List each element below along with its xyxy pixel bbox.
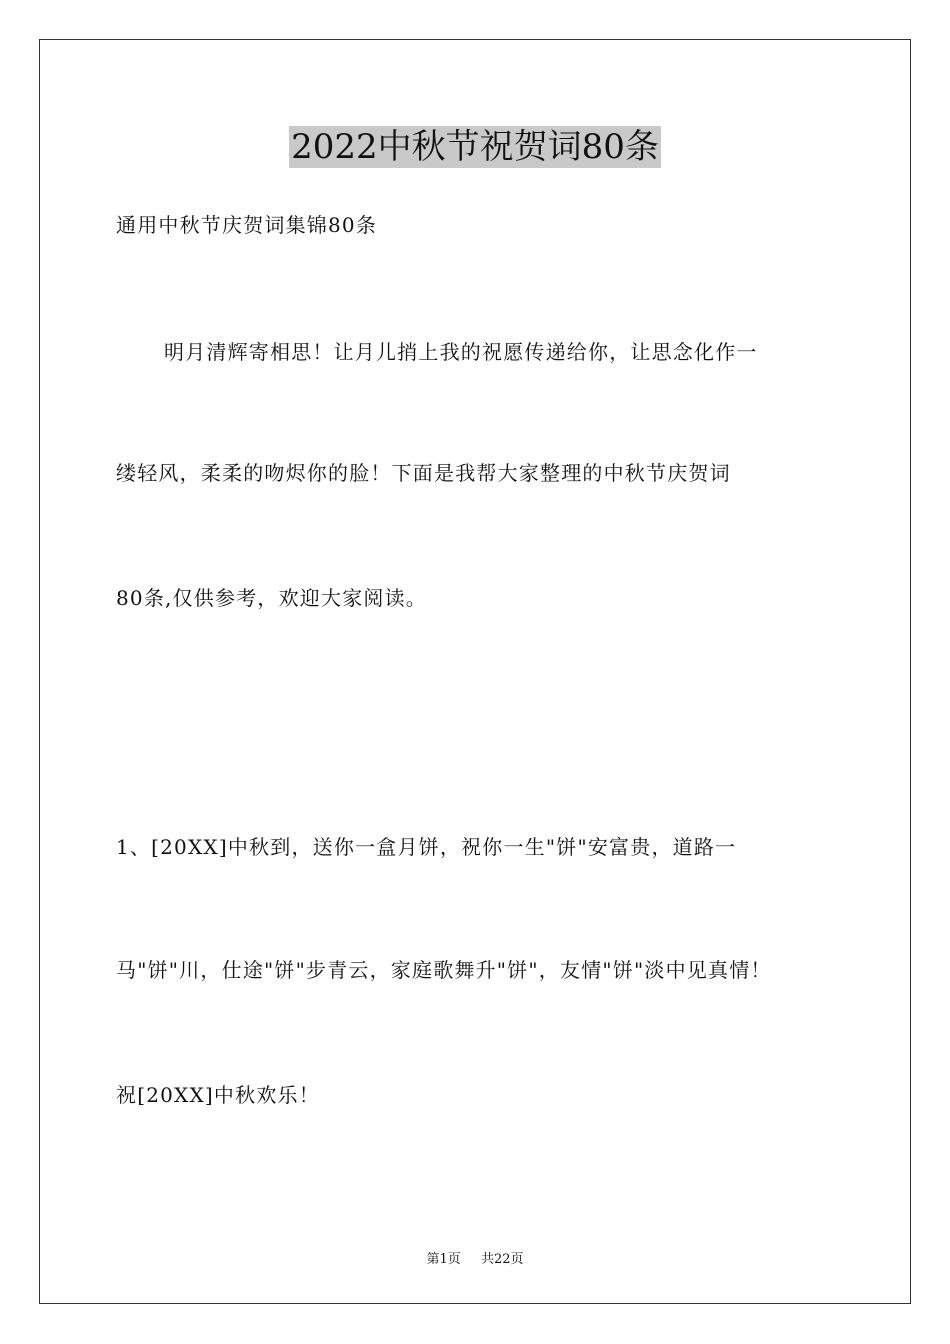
- intro-line-2: 缕轻风，柔柔的吻烬你的脸！下面是我帮大家整理的中秋节庆贺词: [116, 461, 731, 485]
- title-container: [0, 126, 950, 168]
- item1-line-2: 马"饼"川，仕途"饼"步青云，家庭歌舞升"饼"，友情"饼"淡中见真情！: [116, 958, 772, 982]
- item1-line-3: 祝[20XX]中秋欢乐！: [116, 1083, 320, 1107]
- intro-line-3: 80条,仅供参考，欢迎大家阅读。: [116, 586, 428, 610]
- document-title: 2022中秋节祝贺词80条: [291, 127, 659, 167]
- page-footer: [0, 1248, 950, 1267]
- page-number-current: 第1页: [426, 1252, 461, 1267]
- item1-line-1: 1、[20XX]中秋到，送你一盒月饼，祝你一生"饼"安富贵，道路一: [116, 835, 737, 859]
- intro-line-1: 明月清辉寄相思！让月儿捎上我的祝愿传递给你，让思念化作一: [164, 340, 758, 364]
- document-subtitle: 通用中秋节庆贺词集锦80条: [116, 213, 378, 237]
- page-number-total: 共22页: [480, 1252, 524, 1267]
